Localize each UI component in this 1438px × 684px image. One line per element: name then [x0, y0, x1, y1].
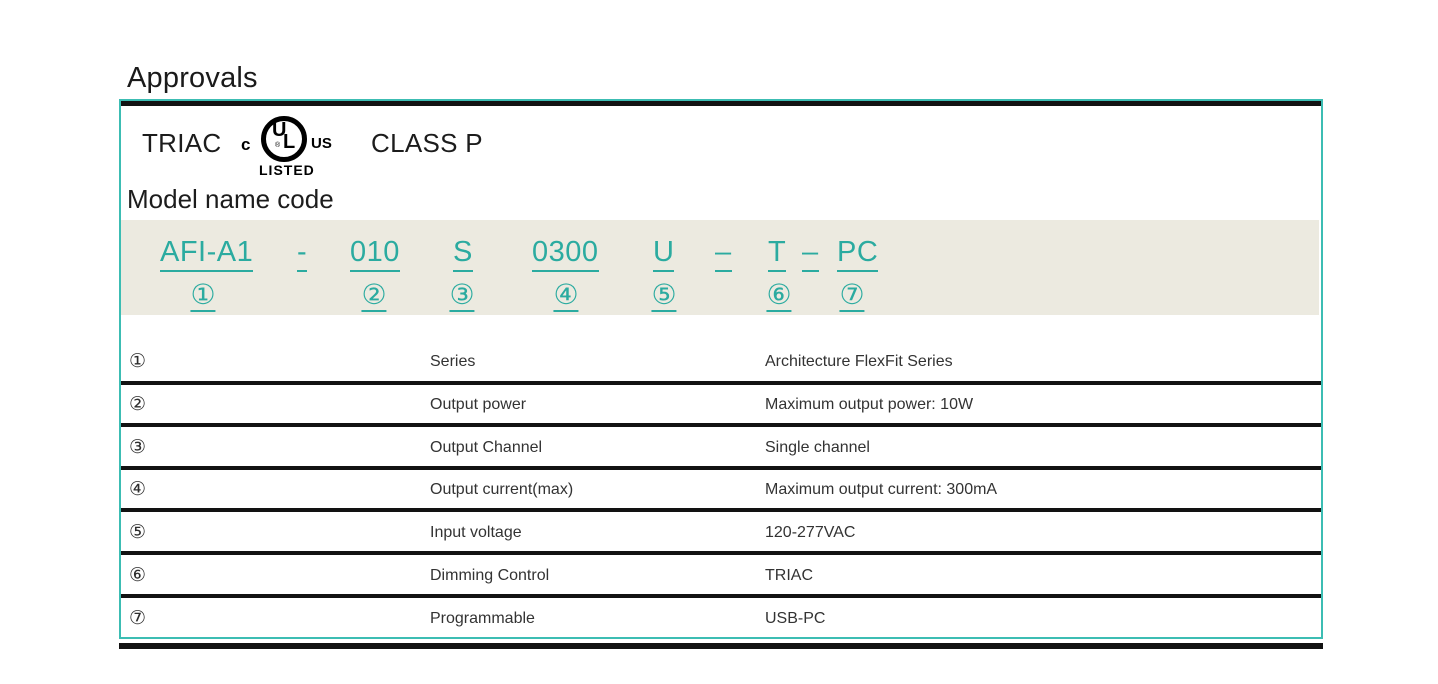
- approval-standard-label: TRIAC: [142, 128, 222, 158]
- row-value: USB-PC: [765, 610, 826, 627]
- row-separator: [121, 466, 1321, 470]
- code-segment-dash: –: [802, 237, 819, 272]
- row-separator: [121, 594, 1321, 598]
- code-segment-power: 010: [350, 237, 400, 272]
- row-separator: [121, 551, 1321, 555]
- table-row: [121, 394, 1321, 416]
- row-value: Architecture FlexFit Series: [765, 353, 953, 370]
- row-value: Single channel: [765, 439, 870, 456]
- code-badge-3: ③: [449, 279, 475, 310]
- row-label: Dimming Control: [430, 567, 550, 584]
- code-segment-current: 0300: [532, 237, 599, 272]
- code-badge-6: ⑥: [766, 279, 792, 310]
- table-row: [121, 479, 1321, 501]
- row-number: ⑤: [129, 522, 147, 543]
- table-row: [121, 565, 1321, 587]
- ul-us-mark: US: [311, 135, 332, 152]
- code-badge-4: ④: [553, 279, 579, 310]
- ul-letter-u: U: [272, 119, 287, 141]
- code-segment-dimming: T: [768, 237, 786, 272]
- table-row: [121, 351, 1321, 373]
- table-row: [121, 437, 1321, 459]
- ul-listed-caption: LISTED: [259, 162, 315, 178]
- code-badge-7: ⑦: [839, 279, 865, 310]
- table-row: [121, 522, 1321, 544]
- model-name-code-heading: Model name code: [127, 184, 334, 214]
- row-number: ⑥: [129, 565, 147, 586]
- model-code-band: [121, 220, 1319, 315]
- row-separator: [121, 381, 1321, 385]
- row-label: Series: [430, 353, 476, 370]
- row-value: TRIAC: [765, 567, 813, 584]
- row-label: Output power: [430, 396, 527, 413]
- row-label: Programmable: [430, 610, 535, 627]
- code-segment-dash: –: [715, 237, 732, 272]
- ul-listed-logo: [241, 109, 351, 189]
- row-value: Maximum output current: 300mA: [765, 481, 998, 498]
- code-segment-programmable: PC: [837, 237, 878, 272]
- row-number: ②: [129, 394, 147, 415]
- ul-letter-l: L: [283, 131, 296, 153]
- approval-class-label: CLASS P: [371, 128, 483, 158]
- ul-circle-icon: [261, 116, 307, 162]
- code-badge-5: ⑤: [651, 279, 677, 310]
- row-value: 120-277VAC: [765, 524, 856, 541]
- row-label: Output current(max): [430, 481, 574, 498]
- row-number: ③: [129, 437, 147, 458]
- row-number: ①: [129, 351, 147, 372]
- page-title: Approvals: [127, 62, 258, 94]
- ul-canada-mark: c: [241, 135, 251, 154]
- code-segment-channel: S: [453, 237, 473, 272]
- approvals-panel: [119, 99, 1323, 639]
- row-number: ④: [129, 479, 147, 500]
- row-label: Input voltage: [430, 524, 522, 541]
- code-segment-dash: -: [297, 237, 307, 272]
- table-row: [121, 608, 1321, 630]
- row-label: Output Channel: [430, 439, 543, 456]
- row-separator: [121, 423, 1321, 427]
- panel-top-rule: [121, 101, 1321, 106]
- row-value: Maximum output power: 10W: [765, 396, 974, 413]
- panel-bottom-rule: [119, 643, 1323, 649]
- code-segment-voltage: U: [653, 237, 674, 272]
- code-badge-2: ②: [361, 279, 387, 310]
- code-segment-series: AFI-A1: [160, 237, 253, 272]
- row-number: ⑦: [129, 608, 147, 629]
- registered-mark-icon: ®: [275, 142, 281, 149]
- code-badge-1: ①: [190, 279, 216, 310]
- row-separator: [121, 508, 1321, 512]
